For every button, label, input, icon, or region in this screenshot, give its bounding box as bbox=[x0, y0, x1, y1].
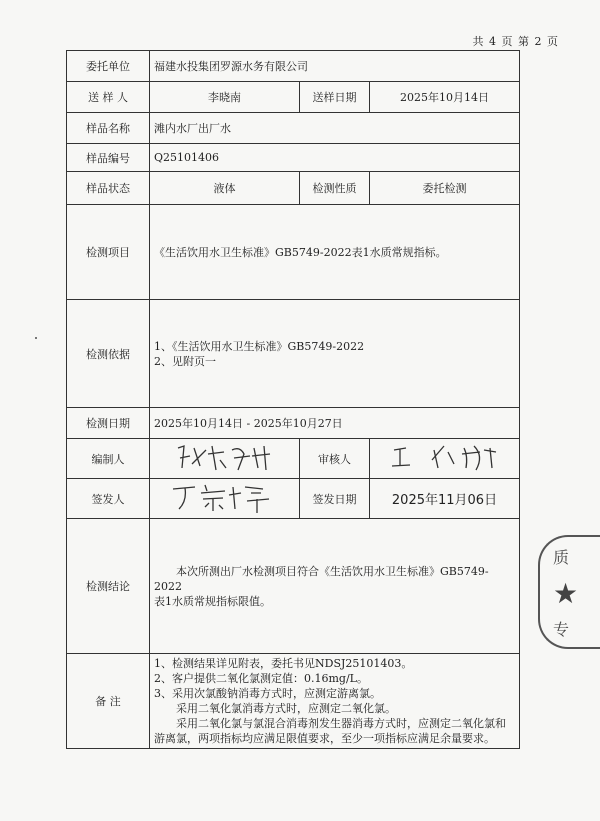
test-nature-value: 委托检测 bbox=[370, 172, 520, 205]
conclusion-label: 检测结论 bbox=[67, 519, 150, 654]
test-date-value: 2025年10月14日 - 2025年10月27日 bbox=[150, 408, 520, 439]
row-issuer bbox=[67, 479, 520, 519]
row-test-items bbox=[67, 205, 520, 300]
remark-line: 3、采用次氯酸钠消毒方式时，应测定游离氯。 bbox=[154, 687, 381, 700]
row-compiler bbox=[67, 439, 520, 479]
remark-line: 游离氯，两项指标均应满足限值要求，至少一项指标应满足余量要求。 bbox=[154, 732, 495, 745]
test-basis-line: 1、《生活饮用水卫生标准》GB5749-2022 bbox=[154, 339, 365, 353]
conclusion-value bbox=[150, 519, 520, 654]
row-conclusion bbox=[67, 519, 520, 654]
issue-date-value: 2025年11月06日 bbox=[370, 479, 520, 519]
test-basis-label: 检测依据 bbox=[67, 300, 150, 408]
remark-line: 采用二氧化氯与氯混合消毒剂发生器消毒方式时，应测定二氧化氯和 bbox=[176, 717, 506, 730]
test-basis-value bbox=[150, 300, 520, 408]
compiler-signature-image bbox=[170, 440, 280, 474]
row-remarks bbox=[67, 654, 520, 749]
remarks-label: 备 注 bbox=[67, 654, 150, 749]
row-sender bbox=[67, 82, 520, 113]
reviewer-signature bbox=[370, 439, 520, 479]
page-number: 共 4 页 第 2 页 bbox=[472, 35, 559, 48]
remarks-value bbox=[150, 654, 520, 749]
row-test-basis bbox=[67, 300, 520, 408]
client-label: 委托单位 bbox=[67, 51, 150, 82]
sender-label: 送 样 人 bbox=[67, 82, 150, 113]
sender-value: 李晓南 bbox=[150, 82, 300, 113]
compiler-signature bbox=[150, 439, 300, 479]
test-items-value: 《生活饮用水卫生标准》GB5749-2022表1水质常规指标。 bbox=[150, 205, 520, 300]
sample-no-value: Q25101406 bbox=[150, 144, 520, 172]
row-sample-name bbox=[67, 113, 520, 144]
issuer-label: 签发人 bbox=[67, 479, 150, 519]
official-seal bbox=[538, 535, 600, 649]
issuer-signature bbox=[150, 479, 300, 519]
row-sample-state bbox=[67, 172, 520, 205]
test-items-label: 检测项目 bbox=[67, 205, 150, 300]
remark-line: 2、客户提供二氧化氯测定值：0.16mg/L。 bbox=[154, 672, 368, 685]
test-basis-line: 2、见附页一 bbox=[154, 354, 216, 368]
conclusion-line: 表1水质常规指标限值。 bbox=[154, 594, 271, 608]
row-test-date bbox=[67, 408, 520, 439]
scan-mark bbox=[35, 337, 37, 339]
report-form bbox=[66, 50, 520, 749]
send-date-label: 送样日期 bbox=[300, 82, 370, 113]
row-client bbox=[67, 51, 520, 82]
sample-state-value: 液体 bbox=[150, 172, 300, 205]
sample-name-label: 样品名称 bbox=[67, 113, 150, 144]
reviewer-signature-image bbox=[380, 440, 510, 474]
reviewer-label: 审核人 bbox=[300, 439, 370, 479]
issue-date-label: 签发日期 bbox=[300, 479, 370, 519]
compiler-label: 编制人 bbox=[67, 439, 150, 479]
conclusion-line: 本次所测出厂水检测项目符合《生活饮用水卫生标准》GB5749-2022 bbox=[154, 564, 489, 593]
send-date-value: 2025年10月14日 bbox=[370, 82, 520, 113]
sample-no-label: 样品编号 bbox=[67, 144, 150, 172]
test-nature-label: 检测性质 bbox=[300, 172, 370, 205]
issuer-signature-image bbox=[165, 479, 285, 515]
seal-char: 专 bbox=[553, 620, 570, 639]
client-value: 福建水投集团罗源水务有限公司 bbox=[150, 51, 520, 82]
remark-line: 1、检测结果详见附表，委托书见NDSJ25101403。 bbox=[154, 657, 413, 670]
row-sample-no bbox=[67, 144, 520, 172]
seal-star-icon: ★ bbox=[553, 577, 579, 610]
seal-char: 质 bbox=[553, 548, 570, 567]
remark-line: 采用二氧化氯消毒方式时，应测定二氧化氯。 bbox=[176, 702, 396, 715]
sample-state-label: 样品状态 bbox=[67, 172, 150, 205]
sample-name-value: 滩内水厂出厂水 bbox=[150, 113, 520, 144]
test-date-label: 检测日期 bbox=[67, 408, 150, 439]
